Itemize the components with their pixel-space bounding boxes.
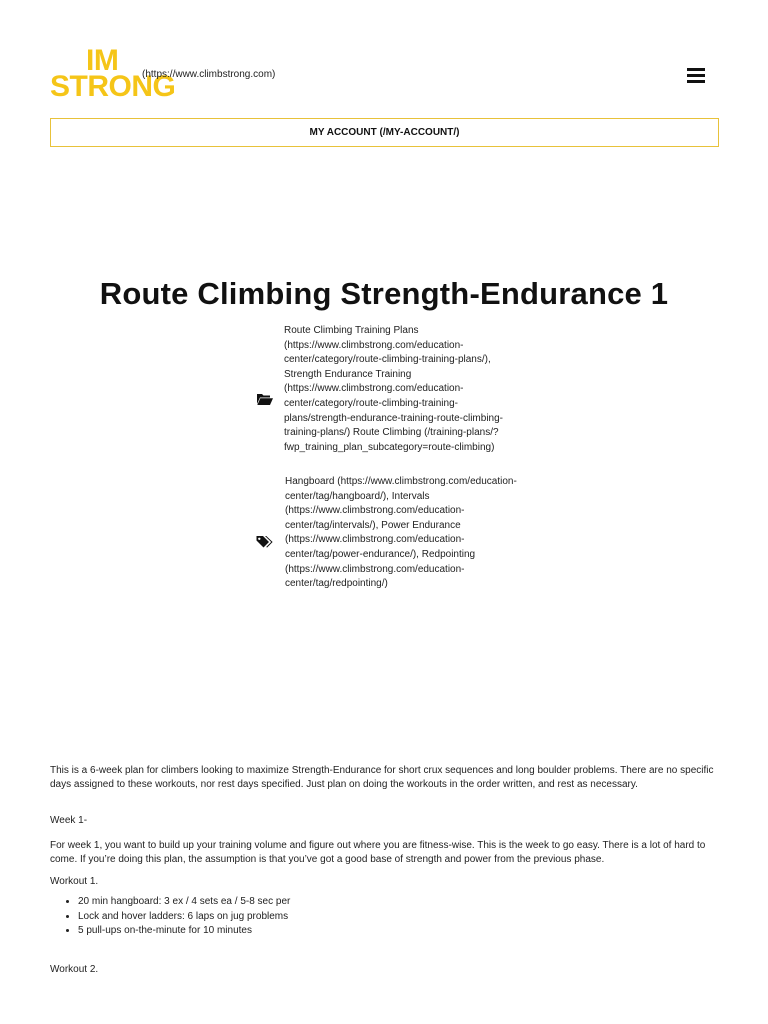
workout-1-heading: Workout 1. [50,876,99,887]
logo-line-2: STRONG [50,70,176,103]
tags-icon [256,535,274,549]
hamburger-icon[interactable] [687,68,705,84]
list-item: • 20 min hangboard: 3 ex / 4 sets ea / 5-8 sec per [78,895,722,910]
category-links[interactable]: Route Climbing Training Plans (https://www.climbstrong.com/education-center/category/route-climbing-training-plans/), Strength Endurance Training (https://www.climbstrong.com/education-center/category/route-climbing-training-plans/strength-endurance-training-route-climbing-training-plans/) Route Climbing (/training-plans/?fwp_training_plan_subcategory=route-climbing) [284,325,503,453]
workout-2-heading: Workout 2. [50,963,99,975]
list-item: • Lock and hover ladders: 6 laps on jug problems [78,910,722,925]
logo-line-1: IM [86,44,119,77]
folder-open-icon [256,392,274,406]
my-account-link[interactable]: MY ACCOUNT (/MY-ACCOUNT/) [50,118,719,147]
article-body [50,764,722,977]
intro-paragraph: This is a 6-week plan for climbers looking to maximize Strength-Endurance for short crux sequences and long boulder problems. There are no specific days assigned to these workouts, nor rest days specified. Just plan on doing the workouts in the order written, and rest as necessary. [50,765,714,790]
page-title: Route Climbing Strength-Endurance 1 [99,276,669,311]
tag-links[interactable]: Hangboard (https://www.climbstrong.com/education-center/tag/hangboard/), Intervals (https://www.climbstrong.com/education-center/tag/intervals/), Power Endurance (https://www.climbstrong.com/education-center/tag/power-endurance/), Redpointing (https://www.climbstrong.com/education-center/tag/redpointing/) [285,476,517,590]
week-1-heading: Week 1- [50,815,88,826]
list-item: • 5 pull-ups on-the-minute for 10 minutes [78,924,722,939]
workout-1-list [78,895,722,939]
home-link[interactable]: (https://www.climbstrong.com) [142,69,276,80]
week-1-paragraph: For week 1, you want to build up your training volume and figure out where you are fitness-wise. This is the week to go easy. There is a lot of hard to come. If you’re doing this plan, the assumption is that you’ve got a good base of strength and power from the previous phase. [50,840,706,865]
site-logo[interactable] [50,44,176,103]
